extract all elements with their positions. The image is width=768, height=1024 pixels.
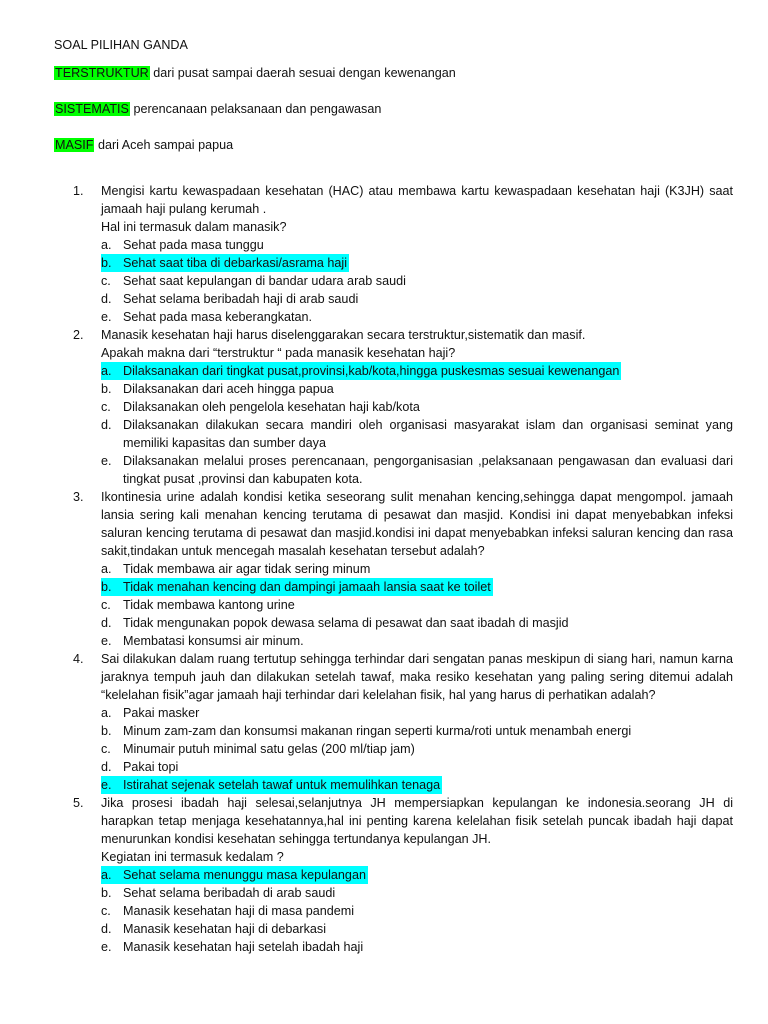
answer-option bbox=[101, 560, 733, 578]
question-number: 4. bbox=[73, 652, 84, 666]
option-text: Sehat selama beribadah di arab saudi bbox=[123, 886, 336, 900]
option-letter: e. bbox=[101, 940, 112, 954]
answer-option bbox=[101, 758, 733, 776]
option-letter: e. bbox=[101, 310, 112, 324]
option-text: Dilaksanakan dilakukan secara mandiri oleh organisasi masyarakat islam dan organisasi seminat yang memiliki kapasitas dan sumber daya bbox=[123, 418, 733, 450]
option-text: Sehat saat kepulangan di bandar udara arab saudi bbox=[123, 274, 406, 288]
term-sistematis bbox=[54, 100, 381, 118]
question-stem: Jika prosesi ibadah haji selesai,selanjutnya JH mempersiapkan kepulangan ke indonesia.seorang JH di harapkan tetap menjaga kesehatannya,hal ini penting karena kelelahan fisik setelah puncak ibadah haji dapat menurunkan kondisi kesehatan sehingga tertundanya kepulangan JH. bbox=[101, 796, 733, 846]
option-text: Tidak mengunakan popok dewasa selama di pesawat dan saat ibadah di masjid bbox=[123, 616, 569, 630]
option-letter: b. bbox=[101, 254, 123, 272]
question-prompt: Hal ini termasuk dalam manasik? bbox=[101, 220, 287, 234]
question-body bbox=[101, 488, 733, 650]
option-text: Tidak membawa air agar tidak sering minum bbox=[123, 562, 371, 576]
option-letter: c. bbox=[101, 400, 111, 414]
answer-option-highlighted bbox=[101, 578, 493, 596]
question-body bbox=[101, 326, 733, 488]
term-desc: dari Aceh sampai papua bbox=[94, 138, 234, 152]
answer-option bbox=[101, 614, 733, 632]
option-letter: a. bbox=[101, 238, 112, 252]
option-text: Sehat selama menunggu masa kepulangan bbox=[123, 868, 366, 882]
question-stem: Mengisi kartu kewaspadaan kesehatan (HAC) atau membawa kartu kewaspadaan kesehatan haji (K3JH) saat jamaah haji pulang kerumah . bbox=[101, 184, 733, 216]
option-letter: c. bbox=[101, 904, 111, 918]
answer-option bbox=[101, 740, 733, 758]
option-letter: a. bbox=[101, 866, 123, 884]
option-letter: d. bbox=[101, 418, 112, 432]
answer-option bbox=[101, 632, 733, 650]
option-text: Manasik kesehatan haji setelah ibadah haji bbox=[123, 940, 364, 954]
answer-option bbox=[101, 902, 733, 920]
option-letter: d. bbox=[101, 922, 112, 936]
answer-option bbox=[101, 398, 733, 416]
option-text: Minumair putuh minimal satu gelas (200 ml/tiap jam) bbox=[123, 742, 415, 756]
option-text: Manasik kesehatan haji di masa pandemi bbox=[123, 904, 355, 918]
option-text: Tidak menahan kencing dan dampingi jamaah lansia saat ke toilet bbox=[123, 580, 491, 594]
question-body bbox=[101, 650, 733, 794]
term-desc: perencanaan pelaksanaan dan pengawasan bbox=[129, 102, 382, 116]
option-letter: c. bbox=[101, 274, 111, 288]
option-text: Sehat pada masa tunggu bbox=[123, 238, 264, 252]
option-text: Tidak membawa kantong urine bbox=[123, 598, 295, 612]
option-letter: d. bbox=[101, 760, 112, 774]
answer-option-highlighted bbox=[101, 362, 621, 380]
option-text: Sehat selama beribadah haji di arab saudi bbox=[123, 292, 359, 306]
option-letter: d. bbox=[101, 292, 112, 306]
question-prompt: Kegiatan ini termasuk kedalam ? bbox=[101, 850, 284, 864]
answer-option bbox=[101, 884, 733, 902]
option-letter: e. bbox=[101, 776, 123, 794]
answer-option-highlighted bbox=[101, 866, 368, 884]
option-text: Sehat pada masa keberangkatan. bbox=[123, 310, 313, 324]
question-list bbox=[73, 182, 733, 956]
document-title: SOAL PILIHAN GANDA bbox=[54, 38, 188, 52]
option-text: Sehat saat tiba di debarkasi/asrama haji bbox=[123, 256, 348, 270]
answer-option bbox=[101, 704, 733, 722]
option-text: Dilaksanakan melalui proses perencanaan, pengorganisasian ,pelaksanaan pengawasan dan evaluasi dari tingkat pusat ,provinsi dan kabupaten kota. bbox=[123, 454, 733, 486]
question-stem: Sai dilakukan dalam ruang tertutup sehingga terhindar dari sengatan panas meskipun di siang hari, namun karna jaraknya tempuh jauh dan dilakukan setelah tawaf, maka resiko kesehatan yang paling sering ditemui adalah “kelelahan fisik”agar jamaah haji terhindar dari kelelahan fisik, hal yang harus di perhatikan adalah? bbox=[101, 652, 733, 702]
answer-option bbox=[101, 236, 733, 254]
question-item bbox=[73, 650, 733, 794]
option-letter: b. bbox=[101, 578, 123, 596]
question-stem: Manasik kesehatan haji harus diselenggarakan secara terstruktur,sistematik dan masif. bbox=[101, 328, 586, 342]
option-letter: b. bbox=[101, 382, 112, 396]
option-letter: a. bbox=[101, 706, 112, 720]
question-number: 2. bbox=[73, 328, 84, 342]
option-letter: b. bbox=[101, 724, 112, 738]
question-prompt: Apakah makna dari “terstruktur “ pada manasik kesehatan haji? bbox=[101, 346, 456, 360]
question-item bbox=[73, 794, 733, 956]
answer-option bbox=[101, 920, 733, 938]
question-item bbox=[73, 488, 733, 650]
question-number: 5. bbox=[73, 796, 84, 810]
answer-option-highlighted bbox=[101, 254, 349, 272]
term-masif bbox=[54, 136, 233, 154]
question-body bbox=[101, 182, 733, 326]
question-item bbox=[73, 182, 733, 326]
option-text: Minum zam-zam dan konsumsi makanan ringan seperti kurma/roti untuk menambah energi bbox=[123, 724, 632, 738]
answer-option bbox=[101, 416, 733, 452]
question-number: 1. bbox=[73, 184, 84, 198]
option-text: Membatasi konsumsi air minum. bbox=[123, 634, 304, 648]
option-letter: a. bbox=[101, 362, 123, 380]
option-letter: d. bbox=[101, 616, 112, 630]
option-text: Dilaksanakan dari tingkat pusat,provinsi,kab/kota,hingga puskesmas sesuai kewenangan bbox=[123, 364, 620, 378]
answer-option bbox=[101, 722, 733, 740]
term-terstruktur bbox=[54, 64, 456, 82]
answer-option bbox=[101, 380, 733, 398]
question-number: 3. bbox=[73, 490, 84, 504]
answer-option bbox=[101, 290, 733, 308]
option-letter: e. bbox=[101, 634, 112, 648]
term-tag: MASIF bbox=[55, 138, 94, 152]
option-letter: b. bbox=[101, 886, 112, 900]
answer-option-highlighted bbox=[101, 776, 442, 794]
term-tag: TERSTRUKTUR bbox=[55, 66, 149, 80]
option-text: Istirahat sejenak setelah tawaf untuk memulihkan tenaga bbox=[123, 778, 441, 792]
question-stem: Ikontinesia urine adalah kondisi ketika seseorang sulit menahan kencing,sehingga dapat mengompol. jamaah lansia sering kali menahan kencing terutama di pesawat dan masjid. Kondisi ini dapat menyebabkan infeksi saluran kencing terutama di pesawat dan masjid.kondisi ini dapat menyebabkan infeksi saluran kencing dan rasa sakit,tindakan untuk mencegah masalah kesehatan tersebut adalah? bbox=[101, 490, 733, 558]
option-letter: a. bbox=[101, 562, 112, 576]
option-text: Manasik kesehatan haji di debarkasi bbox=[123, 922, 327, 936]
option-letter: c. bbox=[101, 598, 111, 612]
question-item bbox=[73, 326, 733, 488]
answer-option bbox=[101, 938, 733, 956]
answer-option bbox=[101, 452, 733, 488]
option-letter: c. bbox=[101, 742, 111, 756]
answer-option bbox=[101, 272, 733, 290]
term-desc: dari pusat sampai daerah sesuai dengan kewenangan bbox=[149, 66, 456, 80]
option-text: Dilaksanakan dari aceh hingga papua bbox=[123, 382, 334, 396]
question-body bbox=[101, 794, 733, 956]
option-text: Pakai topi bbox=[123, 760, 179, 774]
option-text: Pakai masker bbox=[123, 706, 200, 720]
term-tag: SISTEMATIS bbox=[55, 102, 129, 116]
answer-option bbox=[101, 596, 733, 614]
answer-option bbox=[101, 308, 733, 326]
option-text: Dilaksanakan oleh pengelola kesehatan haji kab/kota bbox=[123, 400, 420, 414]
option-letter: e. bbox=[101, 454, 112, 468]
